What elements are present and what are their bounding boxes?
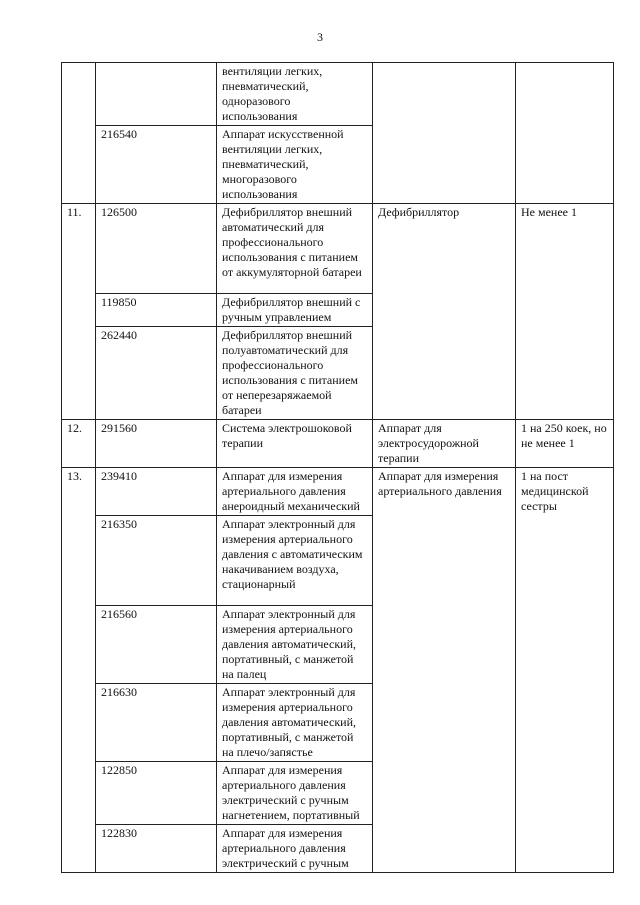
type-cell: Дефибриллятор	[373, 204, 516, 420]
row-number-cell: 12.	[62, 420, 96, 468]
code-cell: 216350	[96, 516, 217, 606]
name-cell: Дефибриллятор внешний с ручным управлением	[217, 294, 373, 327]
name-cell: Аппарат электронный для измерения артериального давления с автоматическим накачиванием воздуха, стационарный	[217, 516, 373, 606]
quantity-cell: 1 на 250 коек, но не менее 1	[516, 420, 614, 468]
code-cell: 122850	[96, 762, 217, 825]
name-cell: Аппарат электронный для измерения артериального давления автоматический, портативный, с манжетой на палец	[217, 606, 373, 684]
quantity-cell	[516, 63, 614, 204]
code-cell: 216540	[96, 126, 217, 204]
code-cell: 216560	[96, 606, 217, 684]
type-cell: Аппарат для электросудорожной терапии	[373, 420, 516, 468]
code-cell: 216630	[96, 684, 217, 762]
code-cell	[96, 63, 217, 126]
name-cell: Система электрошоковой терапии	[217, 420, 373, 468]
name-cell: вентиляции легких, пневматический, одноразового использования	[217, 63, 373, 126]
row-number-cell	[62, 63, 96, 204]
quantity-cell: 1 на пост медицинской сестры	[516, 468, 614, 873]
type-cell: Аппарат для измерения артериального давления	[373, 468, 516, 873]
table-row	[62, 420, 614, 468]
name-cell: Аппарат для измерения артериального давления электрический с ручным	[217, 825, 373, 873]
equipment-table	[61, 62, 614, 873]
code-cell: 239410	[96, 468, 217, 516]
code-cell: 291560	[96, 420, 217, 468]
row-number-cell: 13.	[62, 468, 96, 873]
quantity-cell: Не менее 1	[516, 204, 614, 420]
name-cell: Аппарат электронный для измерения артериального давления автоматический, портативный, с манжетой на плечо/запястье	[217, 684, 373, 762]
type-cell	[373, 63, 516, 204]
table-row	[62, 63, 614, 126]
name-cell: Аппарат для измерения артериального давления электрический с ручным нагнетением, портативный	[217, 762, 373, 825]
code-cell: 126500	[96, 204, 217, 294]
name-cell: Дефибриллятор внешний автоматический для профессионального использования с питанием от аккумуляторной батареи	[217, 204, 373, 294]
code-cell: 119850	[96, 294, 217, 327]
name-cell: Аппарат для измерения артериального давления анероидный механический	[217, 468, 373, 516]
row-number-cell: 11.	[62, 204, 96, 420]
name-cell: Аппарат искусственной вентиляции легких, пневматический, многоразового использования	[217, 126, 373, 204]
code-cell: 262440	[96, 327, 217, 420]
code-cell: 122830	[96, 825, 217, 873]
table-row	[62, 468, 614, 516]
name-cell: Дефибриллятор внешний полуавтоматический для профессионального использования с питанием от неперезаряжаемой батареи	[217, 327, 373, 420]
table-row	[62, 204, 614, 294]
page-number: 3	[317, 30, 323, 44]
